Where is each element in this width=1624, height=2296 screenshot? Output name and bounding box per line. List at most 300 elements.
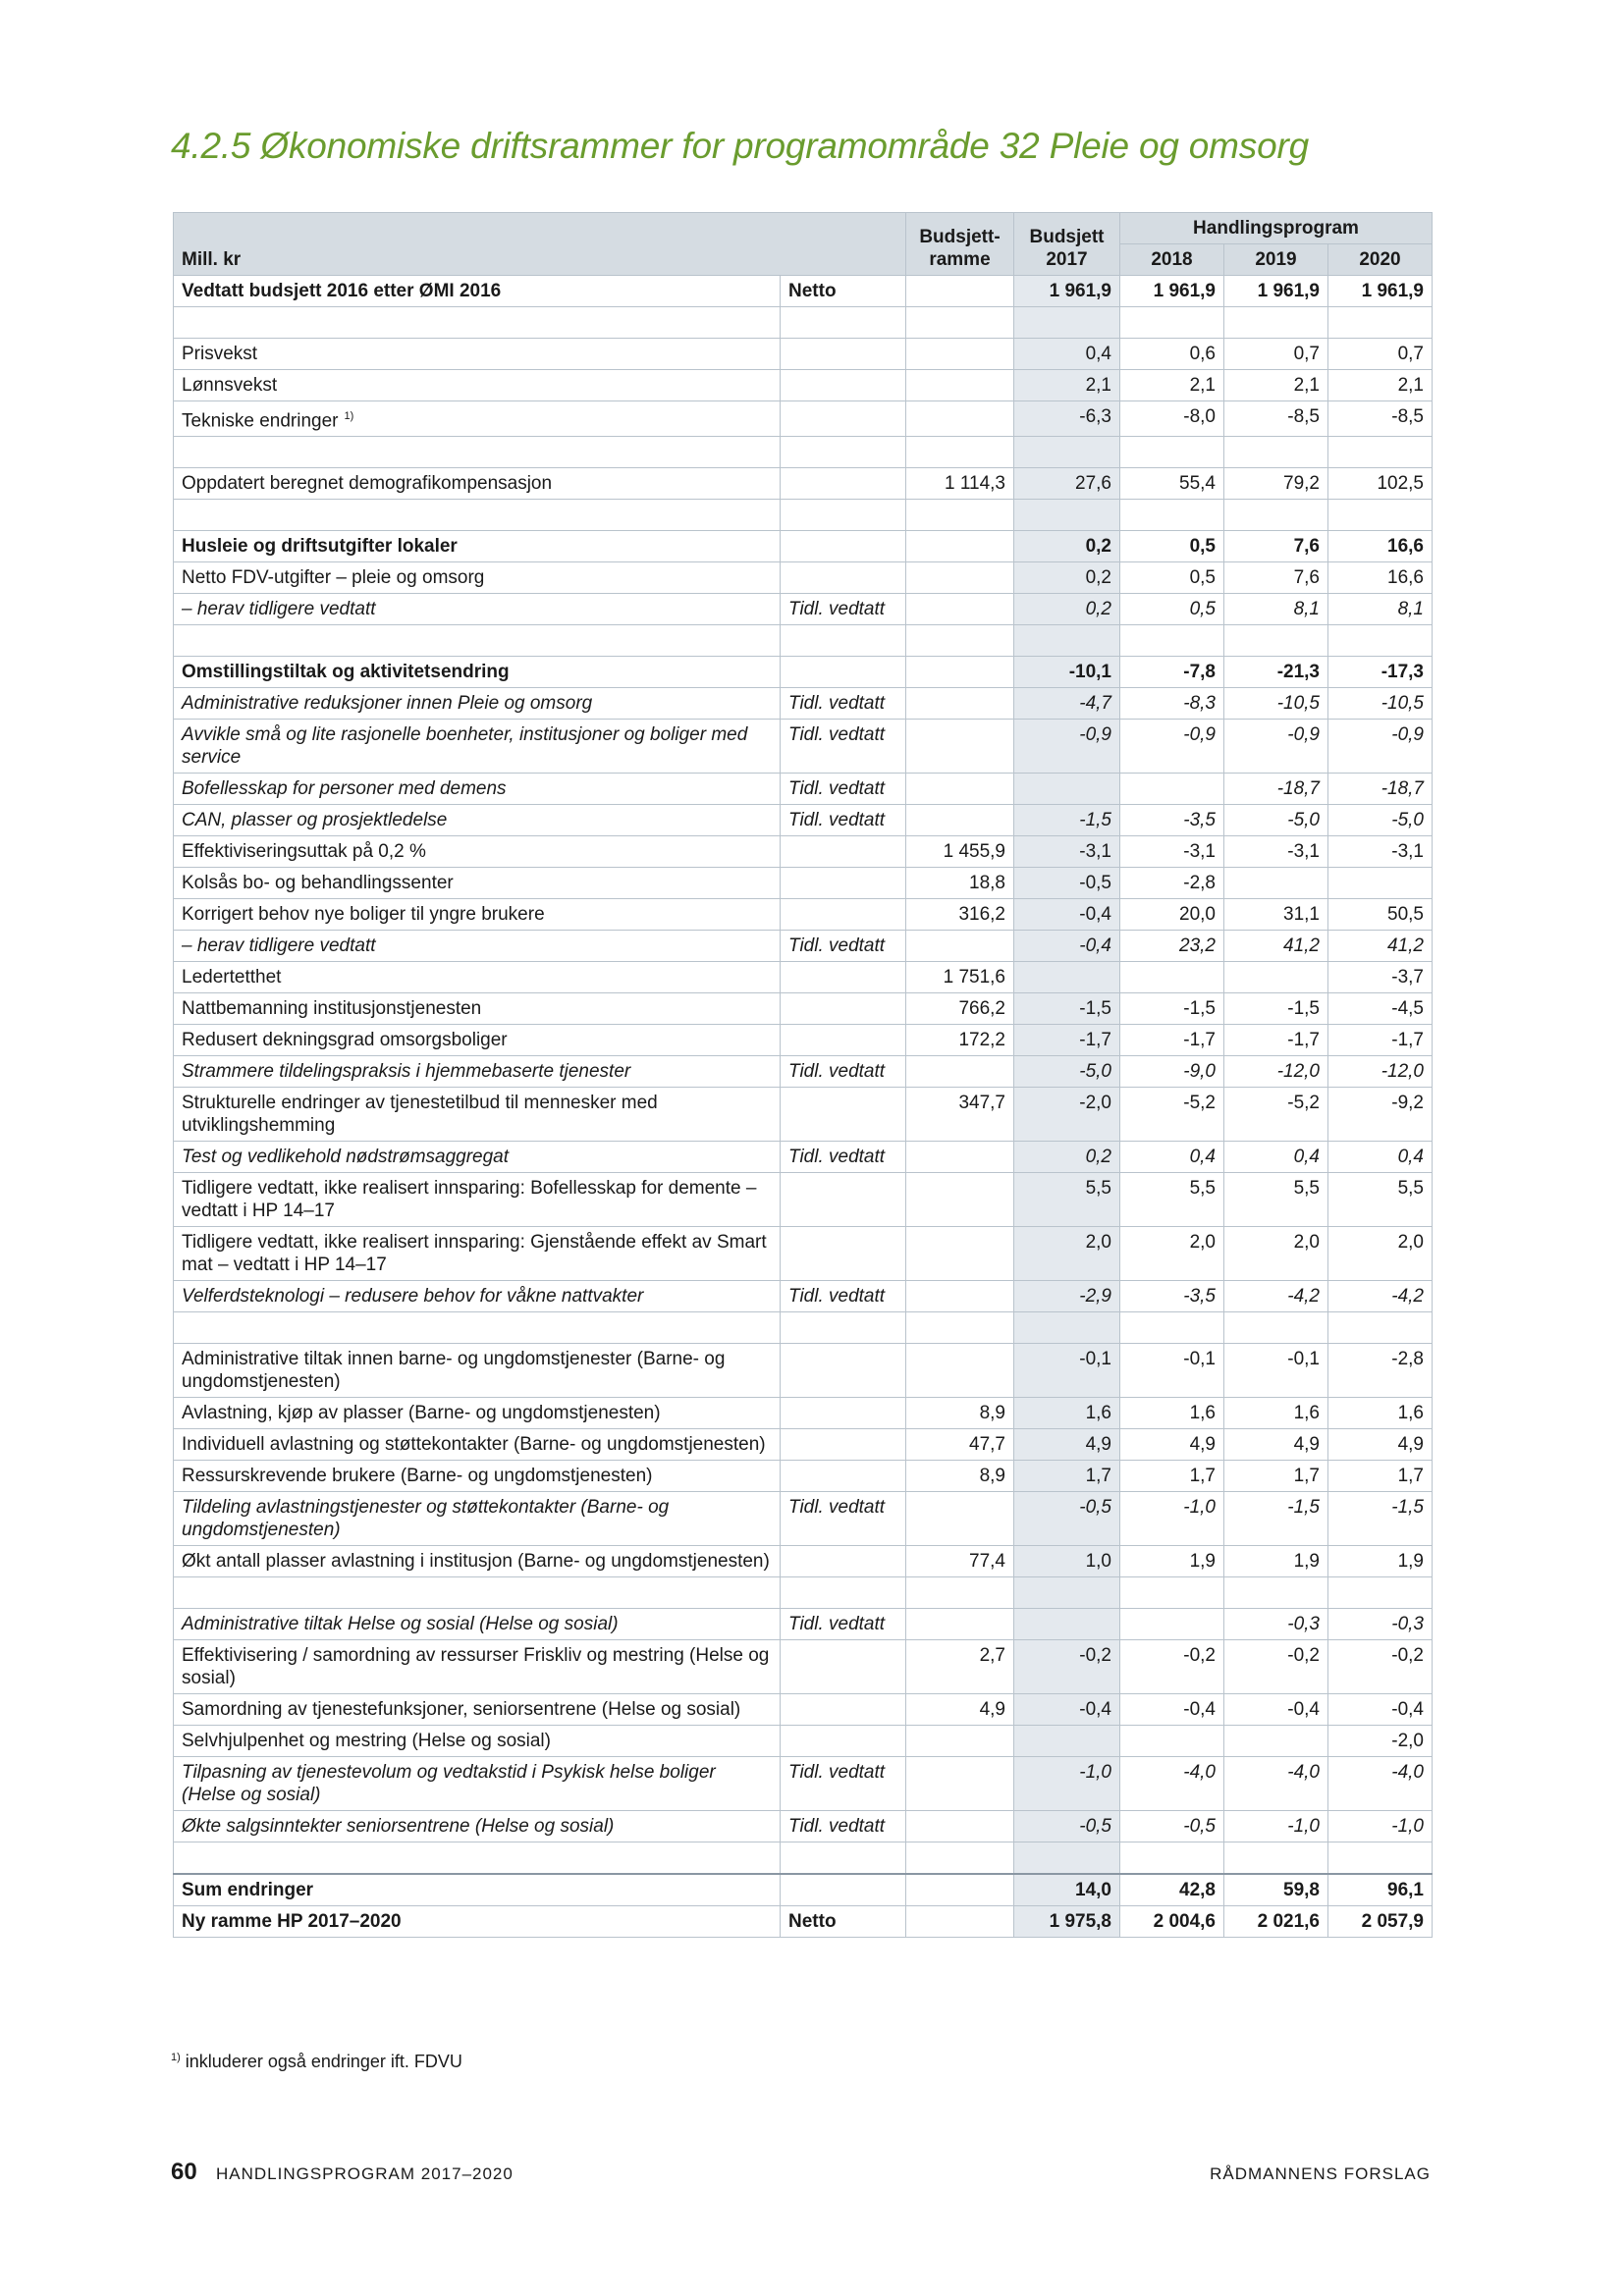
- budsjett-2017-cell: [1014, 594, 1120, 625]
- value-2019-cell-text: -1,5: [1287, 998, 1320, 1020]
- budsjett-2017-cell-text: -2,9: [1079, 1286, 1111, 1308]
- budsjett-2017-cell: [1014, 993, 1120, 1025]
- row-label: [174, 657, 781, 688]
- value-2018-cell-text: 0,4: [1189, 1147, 1216, 1168]
- row-note: [781, 1056, 906, 1088]
- budsjett-2017-cell-text: 0,2: [1085, 567, 1111, 589]
- budsjettramme-cell: [906, 1546, 1014, 1577]
- table-row: [174, 1429, 1433, 1461]
- value-2019-cell-text: -1,7: [1287, 1030, 1320, 1051]
- row-label-text: Lønnsvekst: [182, 375, 278, 396]
- value-2018-cell: [1120, 370, 1224, 401]
- row-label: [174, 805, 781, 836]
- row-label: [174, 931, 781, 962]
- value-2020-cell: [1328, 868, 1433, 899]
- value-2018-cell-text: -0,1: [1183, 1349, 1216, 1370]
- row-note: [781, 1227, 906, 1281]
- row-label-text: Administrative reduksjoner innen Pleie og omsorg: [182, 693, 593, 715]
- budsjett-2017-cell: [1014, 1227, 1120, 1281]
- empty-cell: [174, 625, 781, 657]
- row-label: [174, 1811, 781, 1842]
- value-2019-cell: [1224, 657, 1328, 688]
- empty-cell: [781, 437, 906, 468]
- empty-cell: [174, 307, 781, 339]
- value-2020-cell: [1328, 339, 1433, 370]
- value-2020-cell-text: -4,5: [1391, 998, 1424, 1020]
- value-2020-cell: [1328, 562, 1433, 594]
- value-2020-cell-text: 1 961,9: [1361, 281, 1424, 301]
- header-handlingsprogram: Handlingsprogram: [1120, 213, 1433, 244]
- table-row: [174, 401, 1433, 437]
- budsjettramme-cell: [906, 1142, 1014, 1173]
- row-label-text: Ledertetthet: [182, 967, 282, 988]
- row-note: [781, 1461, 906, 1492]
- value-2019-cell-text: 59,8: [1283, 1880, 1320, 1901]
- value-2018-cell-text: -0,9: [1183, 724, 1216, 746]
- value-2018-cell-text: -9,0: [1183, 1061, 1216, 1083]
- table-row: [174, 307, 1433, 339]
- value-2020-cell-text: -0,2: [1391, 1645, 1424, 1667]
- value-2020-cell-text: -2,8: [1391, 1349, 1424, 1370]
- empty-cell: [1328, 625, 1433, 657]
- value-2020-cell-text: 0,4: [1397, 1147, 1424, 1168]
- row-note: [781, 1398, 906, 1429]
- budsjett-2017-cell-text: -0,9: [1079, 724, 1111, 746]
- table-row: [174, 1640, 1433, 1694]
- table-row: [174, 688, 1433, 720]
- row-note-text: Tidl. vedtatt: [788, 1762, 886, 1784]
- value-2019-cell-text: -4,2: [1287, 1286, 1320, 1308]
- empty-cell: [1328, 1577, 1433, 1609]
- footnote: [171, 2052, 462, 2072]
- value-2020-cell: [1328, 1056, 1433, 1088]
- empty-cell: [174, 437, 781, 468]
- budsjett-2017-cell: [1014, 1906, 1120, 1938]
- budsjettramme-cell: [906, 1461, 1014, 1492]
- row-note: [781, 1173, 906, 1227]
- row-note-text: Tidl. vedtatt: [788, 1147, 886, 1168]
- value-2018-cell-text: 20,0: [1179, 904, 1216, 926]
- budsjett-2017-cell: [1014, 1025, 1120, 1056]
- value-2018-cell: [1120, 1726, 1224, 1757]
- value-2019-cell: [1224, 836, 1328, 868]
- row-note: [781, 1492, 906, 1546]
- value-2020-cell-text: -0,4: [1391, 1699, 1424, 1721]
- row-label: [174, 531, 781, 562]
- value-2019-cell-text: 7,6: [1293, 536, 1320, 558]
- footnote-marker: 1): [171, 2052, 181, 2063]
- value-2019-cell-text: -1,0: [1287, 1816, 1320, 1838]
- value-2018-cell-text: -1,7: [1183, 1030, 1216, 1051]
- value-2019-cell-text: 2,0: [1293, 1232, 1320, 1254]
- value-2020-cell-text: -0,9: [1391, 724, 1424, 746]
- value-2018-cell: [1120, 1694, 1224, 1726]
- budsjett-2017-cell-text: 0,4: [1085, 344, 1111, 364]
- value-2018-cell: [1120, 1227, 1224, 1281]
- row-note: [781, 1726, 906, 1757]
- empty-cell: [1120, 437, 1224, 468]
- value-2019-cell: [1224, 1142, 1328, 1173]
- budsjettramme-cell: [906, 720, 1014, 774]
- empty-cell: [1120, 307, 1224, 339]
- row-label: [174, 1874, 781, 1906]
- table-row: [174, 836, 1433, 868]
- value-2018-cell: [1120, 1281, 1224, 1312]
- budsjett-2017-cell: [1014, 1461, 1120, 1492]
- value-2018-cell-text: -1,0: [1183, 1497, 1216, 1519]
- empty-cell: [906, 625, 1014, 657]
- row-note-text: Tidl. vedtatt: [788, 599, 886, 620]
- budsjett-2017-cell: [1014, 868, 1120, 899]
- budsjettramme-cell: [906, 468, 1014, 500]
- empty-cell: [1224, 307, 1328, 339]
- row-label: [174, 276, 781, 307]
- empty-cell: [1014, 1842, 1120, 1875]
- value-2019-cell: [1224, 1757, 1328, 1811]
- value-2019-cell: [1224, 468, 1328, 500]
- row-label-text: CAN, plasser og prosjektledelse: [182, 810, 448, 831]
- budsjettramme-cell: [906, 594, 1014, 625]
- value-2018-cell: [1120, 1757, 1224, 1811]
- table-row: [174, 1312, 1433, 1344]
- value-2018-cell-text: -8,0: [1183, 406, 1216, 427]
- value-2019-cell: [1224, 339, 1328, 370]
- value-2020-cell-text: 1,7: [1397, 1466, 1424, 1487]
- value-2019-cell: [1224, 1088, 1328, 1142]
- value-2019-cell-text: -0,9: [1287, 724, 1320, 746]
- row-label-text: Omstillingstiltak og aktivitetsendring: [182, 662, 510, 683]
- value-2020-cell-text: -8,5: [1391, 406, 1424, 427]
- value-2020-cell: [1328, 962, 1433, 993]
- value-2020-cell-text: -17,3: [1380, 662, 1424, 683]
- budsjettramme-cell: [906, 1173, 1014, 1227]
- row-note: [781, 1546, 906, 1577]
- value-2018-cell: [1120, 1025, 1224, 1056]
- row-label-text: Vedtatt budsjett 2016 etter ØMI 2016: [182, 281, 502, 301]
- row-label: [174, 1461, 781, 1492]
- value-2020-cell: [1328, 899, 1433, 931]
- value-2019-cell-text: 41,2: [1283, 935, 1320, 957]
- budsjett-2017-cell: [1014, 1056, 1120, 1088]
- budsjett-2017-cell: [1014, 962, 1120, 993]
- row-note-text: Tidl. vedtatt: [788, 1614, 886, 1635]
- value-2018-cell-text: -3,5: [1183, 810, 1216, 831]
- budsjettramme-cell-text: 8,9: [979, 1403, 1005, 1424]
- empty-cell: [781, 1842, 906, 1875]
- value-2020-cell: [1328, 1461, 1433, 1492]
- value-2019-cell-text: -0,2: [1287, 1645, 1320, 1667]
- value-2018-cell-text: -0,2: [1183, 1645, 1216, 1667]
- row-label: [174, 1726, 781, 1757]
- value-2018-cell: [1120, 1173, 1224, 1227]
- row-note: [781, 720, 906, 774]
- value-2019-cell: [1224, 276, 1328, 307]
- value-2018-cell-text: 1,7: [1189, 1466, 1216, 1487]
- header-budsjettramme: Budsjett- ramme: [906, 213, 1014, 276]
- row-label-text: – herav tidligere vedtatt: [182, 935, 376, 957]
- empty-cell: [781, 500, 906, 531]
- table-row: [174, 720, 1433, 774]
- value-2018-cell-text: 0,5: [1189, 599, 1216, 620]
- value-2019-cell-text: 1,7: [1293, 1466, 1320, 1487]
- row-label-text: Netto FDV-utgifter – pleie og omsorg: [182, 567, 485, 589]
- value-2020-cell-text: -9,2: [1391, 1093, 1424, 1114]
- budsjett-2017-cell-text: 27,6: [1075, 473, 1111, 495]
- budsjett-2017-cell-text: -0,5: [1079, 1497, 1111, 1519]
- empty-cell: [1224, 1577, 1328, 1609]
- budsjettramme-cell: [906, 1025, 1014, 1056]
- value-2020-cell: [1328, 720, 1433, 774]
- row-note-text: Tidl. vedtatt: [788, 1061, 886, 1083]
- row-label: [174, 1173, 781, 1227]
- budsjettramme-cell-text: 316,2: [958, 904, 1005, 926]
- header-budsjett-2017: Budsjett 2017: [1014, 213, 1120, 276]
- row-label: [174, 1025, 781, 1056]
- value-2020-cell-text: 4,9: [1397, 1434, 1424, 1456]
- value-2019-cell: [1224, 868, 1328, 899]
- budsjettramme-cell: [906, 276, 1014, 307]
- row-label-text: Individuell avlastning og støttekontakter (Barne- og ungdomstjenesten): [182, 1434, 766, 1456]
- value-2020-cell: [1328, 1757, 1433, 1811]
- budsjett-2017-cell-text: -6,3: [1079, 406, 1111, 427]
- value-2020-cell-text: 16,6: [1387, 567, 1424, 589]
- row-label: [174, 1281, 781, 1312]
- row-note: [781, 1025, 906, 1056]
- value-2018-cell-text: 0,5: [1189, 536, 1216, 558]
- table-row: [174, 1142, 1433, 1173]
- budsjett-2017-cell: [1014, 1344, 1120, 1398]
- row-label: [174, 1398, 781, 1429]
- value-2019-cell: [1224, 1546, 1328, 1577]
- value-2018-cell-text: 5,5: [1189, 1178, 1216, 1200]
- value-2018-cell: [1120, 1429, 1224, 1461]
- value-2019-cell: [1224, 1609, 1328, 1640]
- value-2019-cell-text: -1,5: [1287, 1497, 1320, 1519]
- row-label-text: Tilpasning av tjenestevolum og vedtakstid i Psykisk helse boliger (Helse og sosial): [182, 1762, 716, 1806]
- value-2019-cell: [1224, 562, 1328, 594]
- value-2018-cell-text: 2,0: [1189, 1232, 1216, 1254]
- row-note: [781, 1088, 906, 1142]
- budsjettramme-cell-text: 8,9: [979, 1466, 1005, 1487]
- budsjett-2017-cell-text: -0,4: [1079, 904, 1111, 926]
- empty-cell: [1328, 1842, 1433, 1875]
- budsjettramme-cell: [906, 1492, 1014, 1546]
- value-2018-cell: [1120, 1088, 1224, 1142]
- value-2018-cell: [1120, 1640, 1224, 1694]
- table-row: [174, 1757, 1433, 1811]
- budsjett-2017-cell-text: 1 961,9: [1049, 281, 1111, 301]
- row-label-text: Avvikle små og lite rasjonelle boenheter, institusjoner og boliger med service: [182, 724, 748, 769]
- value-2019-cell-text: -5,0: [1287, 810, 1320, 831]
- table-row: [174, 468, 1433, 500]
- value-2020-cell-text: -4,2: [1391, 1286, 1424, 1308]
- value-2020-cell-text: -18,7: [1380, 778, 1424, 800]
- row-label: [174, 468, 781, 500]
- row-note: [781, 401, 906, 437]
- value-2020-cell-text: 1,6: [1397, 1403, 1424, 1424]
- budsjett-2017-cell: [1014, 688, 1120, 720]
- value-2019-cell-text: 1,6: [1293, 1403, 1320, 1424]
- value-2019-cell-text: 8,1: [1293, 599, 1320, 620]
- budsjettramme-cell-text: 766,2: [958, 998, 1005, 1020]
- value-2019-cell-text: 7,6: [1293, 567, 1320, 589]
- empty-cell: [1014, 625, 1120, 657]
- budsjett-2017-cell-text: -3,1: [1079, 841, 1111, 863]
- value-2020-cell-text: -0,3: [1391, 1614, 1424, 1635]
- value-2020-cell-text: 8,1: [1397, 599, 1424, 620]
- value-2019-cell-text: 5,5: [1293, 1178, 1320, 1200]
- row-label-text: Økte salgsinntekter seniorsentrene (Helse og sosial): [182, 1816, 615, 1838]
- value-2018-cell-text: 42,8: [1179, 1880, 1216, 1901]
- value-2020-cell: [1328, 1546, 1433, 1577]
- value-2020-cell: [1328, 1142, 1433, 1173]
- budsjett-2017-cell: [1014, 1429, 1120, 1461]
- value-2019-cell: [1224, 720, 1328, 774]
- row-note: [781, 594, 906, 625]
- budsjettramme-cell: [906, 836, 1014, 868]
- budsjett-2017-cell-text: 0,2: [1085, 1147, 1111, 1168]
- value-2018-cell: [1120, 276, 1224, 307]
- row-label-text: Tekniske endringer: [182, 410, 339, 432]
- value-2019-cell: [1224, 1694, 1328, 1726]
- budsjett-2017-cell: [1014, 1142, 1120, 1173]
- budsjett-2017-cell-text: -0,1: [1079, 1349, 1111, 1370]
- value-2018-cell-text: -7,8: [1183, 662, 1216, 683]
- budsjettramme-cell: [906, 1906, 1014, 1938]
- row-label-text: Prisvekst: [182, 344, 258, 364]
- value-2018-cell-text: -3,1: [1183, 841, 1216, 863]
- value-2020-cell-text: -1,5: [1391, 1497, 1424, 1519]
- budsjettramme-cell: [906, 1757, 1014, 1811]
- row-label-text: Kolsås bo- og behandlingssenter: [182, 873, 454, 894]
- row-note: [781, 1142, 906, 1173]
- value-2020-cell-text: -5,0: [1391, 810, 1424, 831]
- value-2019-cell-text: 0,4: [1293, 1147, 1320, 1168]
- value-2020-cell: [1328, 1088, 1433, 1142]
- value-2018-cell: [1120, 1142, 1224, 1173]
- row-label-text: Tidligere vedtatt, ikke realisert innsparing: Bofellesskap for demente – vedtatt i HP 14–17: [182, 1178, 757, 1222]
- value-2019-cell-text: 2 021,6: [1257, 1911, 1320, 1933]
- budsjett-2017-cell: [1014, 276, 1120, 307]
- value-2020-cell-text: -3,1: [1391, 841, 1424, 863]
- value-2018-cell-text: 1,9: [1189, 1551, 1216, 1573]
- row-label: [174, 1142, 781, 1173]
- budsjett-2017-cell: [1014, 531, 1120, 562]
- value-2020-cell: [1328, 1227, 1433, 1281]
- value-2019-cell: [1224, 594, 1328, 625]
- row-note: [781, 1874, 906, 1906]
- budsjettramme-cell-text: 18,8: [969, 873, 1005, 894]
- row-label-text: Redusert dekningsgrad omsorgsboliger: [182, 1030, 508, 1051]
- budsjettramme-cell: [906, 1811, 1014, 1842]
- row-label: [174, 688, 781, 720]
- value-2018-cell-text: -2,8: [1183, 873, 1216, 894]
- value-2018-cell: [1120, 899, 1224, 931]
- value-2019-cell: [1224, 774, 1328, 805]
- value-2019-cell: [1224, 1429, 1328, 1461]
- budsjett-2017-cell-text: 2,0: [1085, 1232, 1111, 1254]
- budsjettramme-cell: [906, 1088, 1014, 1142]
- row-label-text: Sum endringer: [182, 1880, 314, 1901]
- value-2018-cell: [1120, 1492, 1224, 1546]
- table-row: [174, 962, 1433, 993]
- empty-cell: [1224, 1842, 1328, 1875]
- row-label-text: Ressurskrevende brukere (Barne- og ungdomstjenesten): [182, 1466, 653, 1487]
- row-note: [781, 774, 906, 805]
- empty-cell: [906, 1842, 1014, 1875]
- value-2018-cell: [1120, 805, 1224, 836]
- row-note-text: Tidl. vedtatt: [788, 693, 886, 715]
- value-2019-cell-text: 31,1: [1283, 904, 1320, 926]
- value-2020-cell-text: 41,2: [1387, 935, 1424, 957]
- value-2018-cell-text: -1,5: [1183, 998, 1216, 1020]
- row-note: [781, 1811, 906, 1842]
- budsjettramme-cell: [906, 339, 1014, 370]
- budget-table: [173, 212, 1433, 1938]
- budsjettramme-cell: [906, 1694, 1014, 1726]
- table-row: [174, 1546, 1433, 1577]
- value-2019-cell-text: -18,7: [1276, 778, 1320, 800]
- row-label-text: Oppdatert beregnet demografikompensasjon: [182, 473, 553, 495]
- value-2020-cell-text: -10,5: [1380, 693, 1424, 715]
- value-2020-cell: [1328, 1811, 1433, 1842]
- value-2020-cell: [1328, 1874, 1433, 1906]
- value-2019-cell: [1224, 1492, 1328, 1546]
- page-title: 4.2.5 Økonomiske driftsrammer for programområde 32 Pleie og omsorg: [171, 126, 1309, 166]
- row-label-text: Husleie og driftsutgifter lokaler: [182, 536, 458, 558]
- empty-cell: [781, 625, 906, 657]
- table-row: [174, 993, 1433, 1025]
- row-note-text: Netto: [788, 281, 837, 301]
- row-label-text: Tildeling avlastningstjenester og støttekontakter (Barne- og ungdomstjenesten): [182, 1497, 670, 1541]
- empty-cell: [1120, 1842, 1224, 1875]
- empty-cell: [1120, 500, 1224, 531]
- row-note: [781, 370, 906, 401]
- footnote-text: inkluderer også endringer ift. FDVU: [180, 2052, 462, 2071]
- empty-cell: [906, 500, 1014, 531]
- value-2018-cell: [1120, 1874, 1224, 1906]
- footnote-ref: 1): [344, 410, 354, 422]
- row-note: [781, 339, 906, 370]
- value-2020-cell-text: 0,7: [1397, 344, 1424, 364]
- row-label-text: Ny ramme HP 2017–2020: [182, 1911, 402, 1933]
- row-label-text: Test og vedlikehold nødstrømsaggregat: [182, 1147, 510, 1168]
- value-2018-cell: [1120, 774, 1224, 805]
- value-2020-cell: [1328, 531, 1433, 562]
- value-2018-cell-text: 1,6: [1189, 1403, 1216, 1424]
- value-2020-cell: [1328, 468, 1433, 500]
- row-note: [781, 562, 906, 594]
- value-2018-cell: [1120, 1546, 1224, 1577]
- budsjettramme-cell-text: 47,7: [969, 1434, 1005, 1456]
- value-2018-cell: [1120, 962, 1224, 993]
- budsjettramme-cell-text: 77,4: [969, 1551, 1005, 1573]
- value-2018-cell-text: -3,5: [1183, 1286, 1216, 1308]
- value-2020-cell: [1328, 993, 1433, 1025]
- value-2019-cell: [1224, 1025, 1328, 1056]
- empty-cell: [906, 1577, 1014, 1609]
- row-note-text: Tidl. vedtatt: [788, 935, 886, 957]
- value-2020-cell: [1328, 931, 1433, 962]
- table-row: [174, 1906, 1433, 1938]
- row-note: [781, 805, 906, 836]
- row-label: [174, 1694, 781, 1726]
- row-note: [781, 836, 906, 868]
- budsjett-2017-cell-text: -0,4: [1079, 1699, 1111, 1721]
- table-row: [174, 1842, 1433, 1875]
- value-2020-cell: [1328, 1173, 1433, 1227]
- row-label-text: Effektiviseringsuttak på 0,2 %: [182, 841, 426, 863]
